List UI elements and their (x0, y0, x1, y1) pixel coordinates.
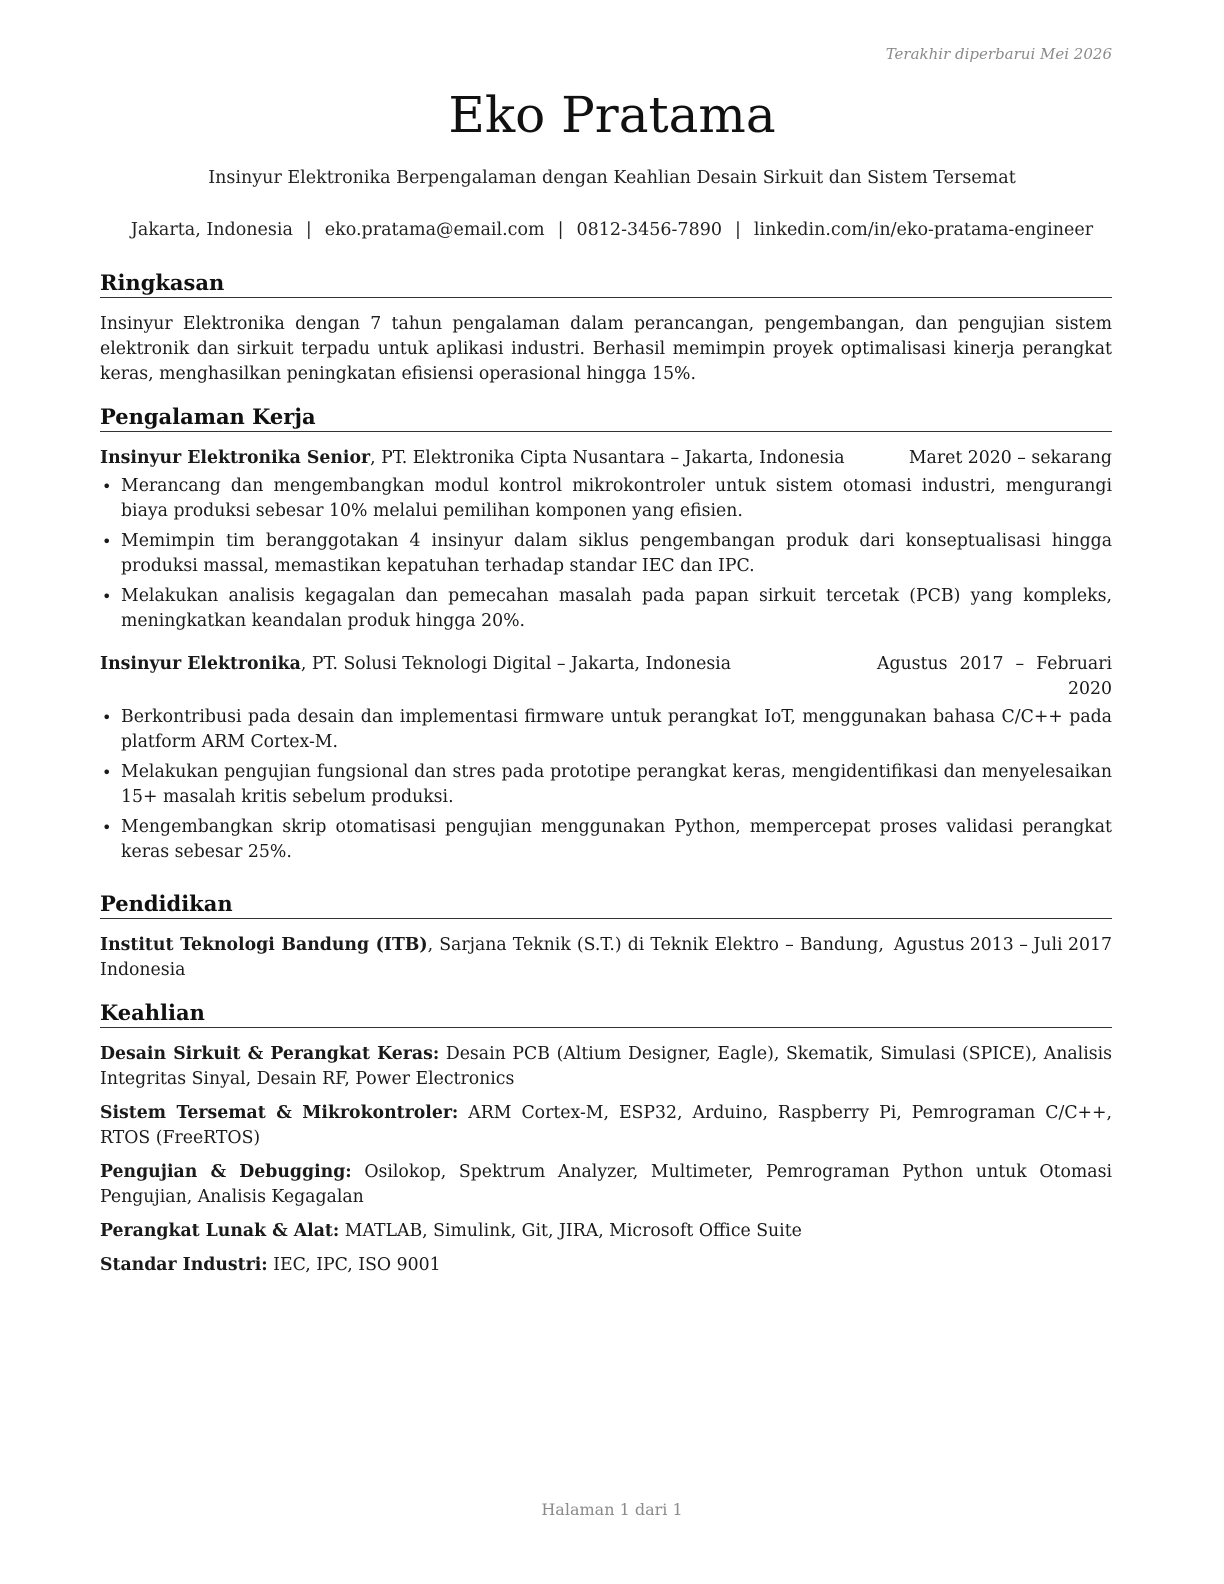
section-title-summary: Ringkasan (100, 270, 1112, 298)
job-header (100, 446, 1112, 471)
skill-value: MATLAB, Simulink, Git, JIRA, Microsoft Office Suite (339, 1221, 802, 1241)
bullet-text: Memimpin tim beranggotakan 4 insinyur dalam siklus pengembangan produk dari konseptualisasi hingga produksi massal, memastikan kepatuhan terhadap standar IEC dan IPC. (121, 531, 1112, 576)
job-role: Insinyur Elektronika (100, 654, 301, 674)
contact-linkedin[interactable]: linkedin.com/in/eko-pratama-engineer (753, 220, 1094, 240)
education-entry (100, 933, 1112, 983)
skill-value: ARM Cortex-M, ESP32, Arduino, Raspberry Pi, Pemrograman C/C++, RTOS (FreeRTOS) (100, 1103, 1113, 1148)
list-item (100, 815, 1112, 865)
job-header (100, 652, 1112, 702)
skill-item (100, 1219, 1112, 1244)
education-dates: Agustus 2013 – Juli 2017 (893, 935, 1112, 955)
job-entry (100, 446, 1112, 634)
contact-line (0, 220, 1224, 240)
bullet-icon: • (102, 818, 112, 837)
education-section (100, 891, 1112, 983)
contact-separator: | (734, 220, 741, 240)
section-title-education: Pendidikan (100, 891, 1112, 919)
skill-value: IEC, IPC, ISO 9001 (267, 1255, 441, 1275)
skill-item (100, 1042, 1112, 1092)
bullet-text: Melakukan analisis kegagalan dan pemecahan masalah pada papan sirkuit tercetak (PCB) yang kompleks, meningkatkan keandalan produk hingga 20%. (121, 586, 1112, 631)
skill-value: Osilokop, Spektrum Analyzer, Multimeter, Pemrograman Python untuk Otomasi Pengujian, Analisis Kegagalan (100, 1162, 1112, 1207)
list-item (100, 705, 1112, 755)
education-detail: , Sarjana Teknik (S.T.) di Teknik Elektro – Bandung, Indonesia (100, 935, 884, 980)
contact-location: Jakarta, Indonesia (130, 220, 293, 240)
bullet-icon: • (102, 477, 112, 496)
bullet-text: Merancang dan mengembangkan modul kontrol mikrokontroler untuk sistem otomasi industri, mengurangi biaya produksi sebesar 10% melalui pemilihan komponen yang efisien. (121, 476, 1112, 521)
list-item (100, 760, 1112, 810)
summary-section (100, 270, 1112, 387)
last-updated: Terakhir diperbarui Mei 2026 (885, 45, 1112, 63)
section-title-skills: Keahlian (100, 1000, 1112, 1028)
contact-separator: | (557, 220, 564, 240)
education-school: Institut Teknologi Bandung (ITB) (100, 935, 428, 955)
list-item (100, 474, 1112, 524)
skill-label: Desain Sirkuit & Perangkat Keras: (100, 1044, 440, 1064)
skills-list (100, 1042, 1112, 1278)
skills-section (100, 1000, 1112, 1287)
job-entry (100, 652, 1112, 865)
job-bullets (100, 705, 1112, 865)
job-dates: Maret 2020 – sekarang (908, 448, 1112, 468)
contact-phone: 0812-3456-7890 (576, 220, 722, 240)
bullet-icon: • (102, 532, 112, 551)
skill-label: Sistem Tersemat & Mikrokontroler: (100, 1103, 459, 1123)
candidate-name: Eko Pratama (448, 86, 776, 144)
skill-item (100, 1101, 1112, 1151)
bullet-icon: • (102, 587, 112, 606)
list-item (100, 529, 1112, 579)
bullet-icon: • (102, 708, 112, 727)
job-role: Insinyur Elektronika Senior (100, 448, 371, 468)
skill-item (100, 1253, 1112, 1278)
experience-section (100, 404, 1112, 870)
list-item (100, 584, 1112, 634)
bullet-icon: • (102, 763, 112, 782)
skill-value: Desain PCB (Altium Designer, Eagle), Skematik, Simulasi (SPICE), Analisis Integritas Sinyal, Desain RF, Power Electronics (100, 1044, 1112, 1089)
contact-email[interactable]: eko.pratama@email.com (324, 220, 545, 240)
job-dates: Agustus 2017 – Februari 2020 (877, 654, 1112, 699)
skill-label: Pengujian & Debugging: (100, 1162, 352, 1182)
summary-text: Insinyur Elektronika dengan 7 tahun pengalaman dalam perancangan, pengembangan, dan pengujian sistem elektronik dan sirkuit terpadu untuk aplikasi industri. Berhasil memimpin proyek optimalisasi kinerja perangkat keras, menghasilkan peningkatan efisiensi operasional hingga 15%. (100, 314, 1112, 384)
section-title-experience: Pengalaman Kerja (100, 404, 1112, 432)
bullet-text: Melakukan pengujian fungsional dan stres pada prototipe perangkat keras, mengidentifikasi dan menyelesaikan 15+ masalah kritis sebelum produksi. (121, 762, 1112, 807)
job-bullets (100, 474, 1112, 634)
skill-item (100, 1160, 1112, 1210)
bullet-text: Mengembangkan skrip otomatisasi pengujian menggunakan Python, mempercepat proses validasi perangkat keras sebesar 25%. (121, 817, 1112, 862)
job-company: , PT. Elektronika Cipta Nusantara – Jakarta, Indonesia (370, 448, 845, 468)
skill-label: Standar Industri: (100, 1255, 268, 1275)
page-footer: Halaman 1 dari 1 (541, 1500, 683, 1519)
tagline: Insinyur Elektronika Berpengalaman dengan Keahlian Desain Sirkuit dan Sistem Tersemat (208, 168, 1016, 188)
bullet-text: Berkontribusi pada desain dan implementasi firmware untuk perangkat IoT, menggunakan bahasa C/C++ pada platform ARM Cortex-M. (121, 707, 1112, 752)
job-company: , PT. Solusi Teknologi Digital – Jakarta, Indonesia (300, 654, 732, 674)
contact-separator: | (305, 220, 312, 240)
skill-label: Perangkat Lunak & Alat: (100, 1221, 340, 1241)
